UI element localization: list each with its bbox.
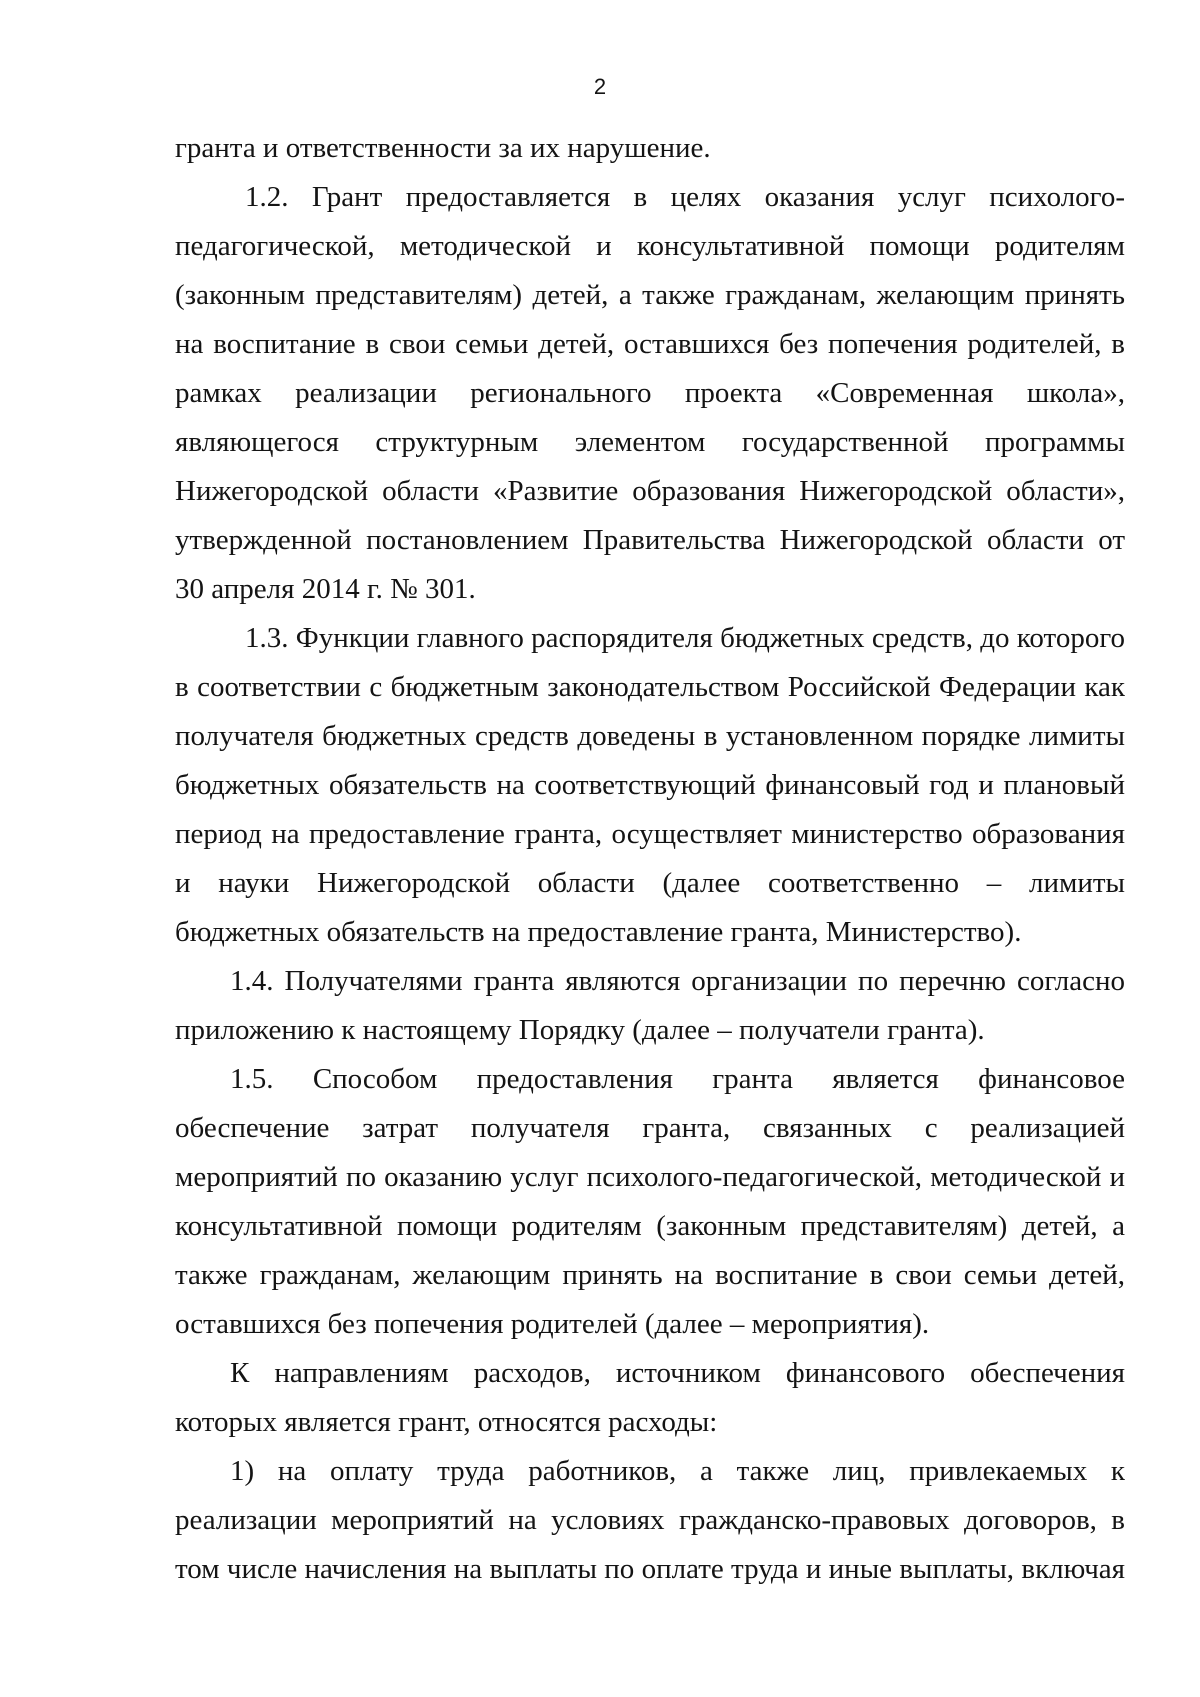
page-number: 2 bbox=[593, 74, 607, 99]
paragraph-1-2: 1.2. Грант предоставляется в целях оказания услуг психолого-педагогической, методической и консультативной помощи родителям (законным представителям) детей, а также гражданам, желающим принять на воспитание в свои семьи детей, оставшихся без попечения родителей, в рамках реализации регионального проекта «Современная школа», являющегося структурным элементом государственной программы Нижегородской области «Развитие образования Нижегородской области», утвержденной постановлением Правительства Нижегородской области от 30 апреля 2014 г. № 301. bbox=[175, 181, 1125, 605]
paragraph-expense-directions: К направлениям расходов, источником финансового обеспечения которых является грант, относятся расходы: bbox=[175, 1357, 1125, 1438]
paragraph-1-3: 1.3. Функции главного распорядителя бюджетных средств, до которого в соответствии с бюджетным законодательством Российской Федерации как получателя бюджетных средств доведены в установленном порядке лимиты бюджетных обязательств на соответствующий финансовый год и плановый период на предоставление гранта, осуществляет министерство образования и науки Нижегородской области (далее соответственно – лимиты бюджетных обязательств на предоставление гранта, Министерство). bbox=[175, 622, 1125, 948]
paragraph-continuation: гранта и ответственности за их нарушение. bbox=[175, 132, 711, 164]
paragraph-expense-item-1: 1) на оплату труда работников, а также лиц, привлекаемых к реализации мероприятий на условиях гражданско-правовых договоров, в том числе начисления на выплаты по оплате труда и иные выплаты, включая bbox=[175, 1455, 1125, 1585]
document-body bbox=[175, 124, 1125, 1594]
paragraph-1-5: 1.5. Способом предоставления гранта является финансовое обеспечение затрат получателя гранта, связанных с реализацией мероприятий по оказанию услуг психолого-педагогической, методической и консультативной помощи родителям (законным представителям) детей, а также гражданам, желающим принять на воспитание в свои семьи детей, оставшихся без попечения родителей (далее – мероприятия). bbox=[175, 1063, 1125, 1340]
paragraph-1-4: 1.4. Получателями гранта являются организации по перечню согласно приложению к настоящему Порядку (далее – получатели гранта). bbox=[175, 965, 1125, 1046]
